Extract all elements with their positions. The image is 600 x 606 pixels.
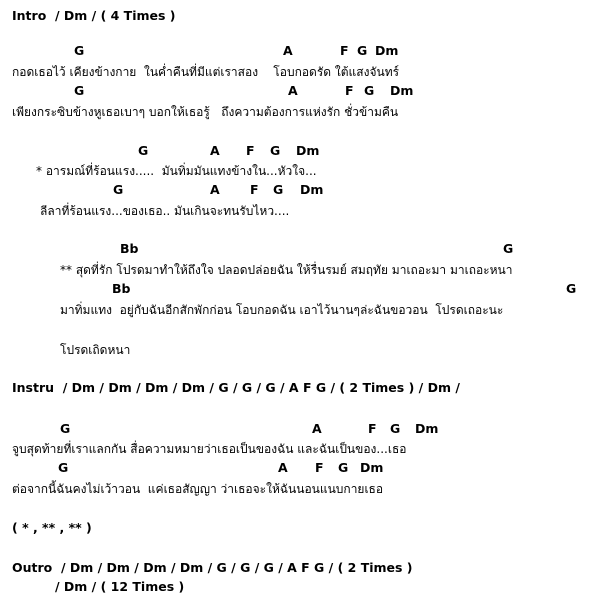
chord: F [345,83,354,98]
instru-line: Instru / Dm / Dm / Dm / Dm / G / G / G / A F G / ( 2 Times ) / Dm / [12,380,460,395]
intro-line: Intro / Dm / ( 4 Times ) [12,8,176,23]
chord: G [270,143,281,158]
chord: F [368,421,377,436]
lyric-line: * อารมณ์ที่ร้อนแรง..... มันทิ่มมันแทงข้างใน...หัวใจ... [36,164,317,178]
lyric-line: จูบสุดท้ายที่เราแลกกัน สื่อความหมายว่าเธอเป็นของฉัน และฉันเป็นของ...เธอ [12,442,407,456]
lyric-line: ** สุดที่รัก โปรดมาทำให้ถึงใจ ปลอดปล่อยฉัน ให้รื่นรมย์ สมฤทัย มาเถอะมา มาเถอะหนา [60,263,513,277]
outro-line-2: / Dm / ( 12 Times ) [55,579,185,594]
chord: A [312,421,322,436]
chord: G [566,281,577,296]
chord: G [390,421,401,436]
chord: A [278,460,288,475]
lyric-line: โปรดเถิดหนา [60,343,131,357]
chord: Bb [112,281,131,296]
chord: G [273,182,284,197]
chord: Dm [296,143,320,158]
chord: F [250,182,259,197]
chord: F [315,460,324,475]
chord: Dm [415,421,439,436]
chord: G [113,182,124,197]
chord: G [138,143,149,158]
chord: Dm [390,83,414,98]
chord: G [503,241,514,256]
lyric-line: ต่อจากนี้ฉันคงไม่เว้าวอน แค่เธอสัญญา ว่าเธอจะให้ฉันนอนแนบกายเธอ [12,482,384,496]
repeat-line: ( * , ** , ** ) [12,520,92,535]
lyric-line: เพียงกระซิบข้างหูเธอเบาๆ บอกให้เธอรู้ ถึงความต้องการแห่งรัก ชั่วข้ามคืน [12,105,399,119]
chord: Dm [300,182,324,197]
chord: G [338,460,349,475]
outro-line: Outro / Dm / Dm / Dm / Dm / G / G / G / A F G / ( 2 Times ) [12,560,413,575]
chord: G [364,83,375,98]
lyric-line: กอดเธอไว้ เคียงข้างกาย ในค่ำคืนที่มีแต่เราสอง โอบกอดรัด ใต้แสงจันทร์ [12,65,400,79]
chord: A [288,83,298,98]
chord: G [74,43,85,58]
chord: G [357,43,368,58]
chord: A [210,182,220,197]
lyric-line: ลีลาที่ร้อนแรง...ของเธอ.. มันเกินจะทนรับไหว.... [40,204,290,218]
chord: Dm [360,460,384,475]
chord: F [246,143,255,158]
chord: Dm [375,43,399,58]
chord: G [60,421,71,436]
chord: Bb [120,241,139,256]
chord: A [283,43,293,58]
chord: G [58,460,69,475]
chord: A [210,143,220,158]
chord: G [74,83,85,98]
lyric-line: มาทิ่มแทง อยู่กับฉันอีกสักพักก่อน โอบกอดฉัน เอาไว้นานๆล่ะฉันขอวอน โปรดเถอะนะ [60,303,504,317]
chord: F [340,43,349,58]
